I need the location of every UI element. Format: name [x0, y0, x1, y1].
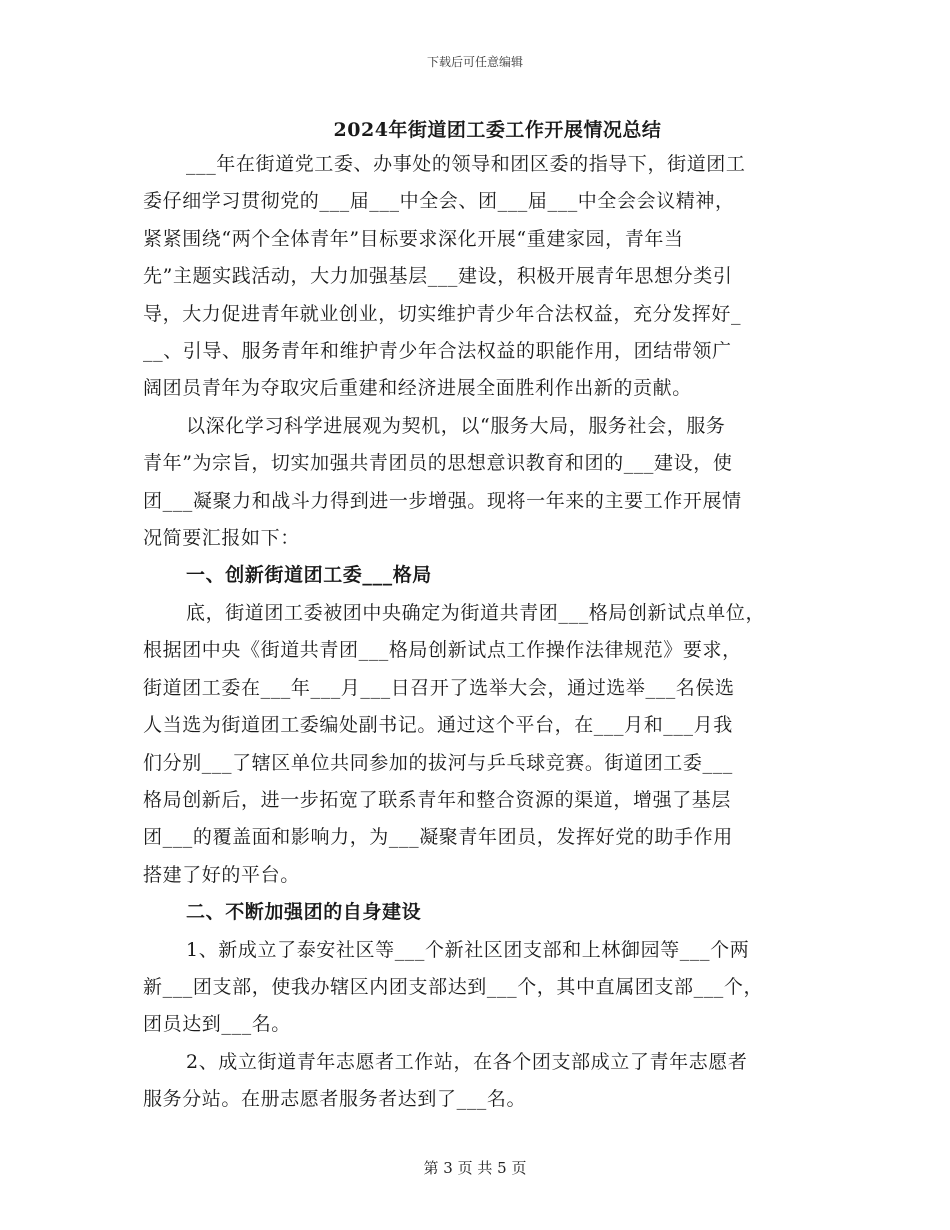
page-number: 第 3 页 共 5 页 [423, 1159, 527, 1177]
body-line: 格局创新后，进一步拓宽了联系青年和整合资源的渠道，增强了基层 [143, 788, 732, 811]
document-body [143, 146, 823, 1119]
document-title: 2024年街道团工委工作开展情况总结 [333, 119, 662, 141]
section-heading-2: 二、不断加强团的自身建设 [186, 901, 422, 924]
body-line: 团员达到___名。 [143, 1013, 291, 1036]
body-line: 1、新成立了泰安社区等___个新社区团支部和上林御园等___个两 [186, 938, 750, 961]
body-line: 根据团中央《街道共青团___格局创新试点工作操作法律规范》要求， [143, 639, 742, 662]
body-line: 先”主题实践活动，大力加强基层___建设，积极开展青年思想分类引 [143, 265, 733, 288]
body-line: 底，街道团工委被团中央确定为街道共青团___格局创新试点单位， [186, 601, 766, 624]
body-line: 委仔细学习贯彻党的___届___中全会、团___届___中全会会议精神， [143, 190, 735, 213]
document-header-note: 下载后可任意编辑 [426, 55, 523, 69]
body-line: 服务分站。在册志愿者服务者达到了___名。 [143, 1088, 527, 1111]
body-line: 青年”为宗旨，切实加强共青团员的思想意识教育和团的___建设，使 [143, 452, 733, 475]
body-line: 阔团员青年为夺取灾后重建和经济进展全面胜利作出新的贡献。 [143, 377, 692, 400]
body-line: 们分别___了辖区单位共同参加的拔河与乒乓球竞赛。街道团工委___ [143, 751, 733, 774]
section-heading-1: 一、创新街道团工委___格局 [186, 564, 432, 587]
body-line: ___年在街道党工委、办事处的领导和团区委的指导下，街道团工 [186, 153, 746, 175]
body-line: 街道团工委在___年___月___日召开了选举大会，通过选举___名侯选 [143, 676, 735, 699]
body-line: __、引导、服务青年和维护青少年合法权益的职能作用，团结带领广 [143, 340, 732, 363]
body-line: 新___团支部，使我办辖区内团支部达到___个，其中直属团支部___个， [143, 975, 764, 998]
body-line: 团___凝聚力和战斗力得到进一步增强。现将一年来的主要工作开展情 [143, 489, 742, 512]
body-line: 况简要汇报如下： [143, 527, 300, 550]
body-line: 导，大力促进青年就业创业，切实维护青少年合法权益，充分发挥好_ [143, 302, 742, 325]
body-line: 人当选为街道团工委编处副书记。通过这个平台，在___月和___月我 [143, 714, 733, 737]
body-line: 团___的覆盖面和影响力，为___凝聚青年团员，发挥好党的助手作用 [143, 826, 733, 849]
body-line: 以深化学习科学进展观为契机，以“服务大局，服务社会，服务 [186, 414, 726, 437]
body-line: 搭建了好的平台。 [143, 863, 300, 886]
body-line: 紧紧围绕“两个全体青年”目标要求深化开展“重建家园，青年当 [143, 227, 684, 250]
body-line: 2、成立街道青年志愿者工作站，在各个团支部成立了青年志愿者 [186, 1050, 748, 1073]
